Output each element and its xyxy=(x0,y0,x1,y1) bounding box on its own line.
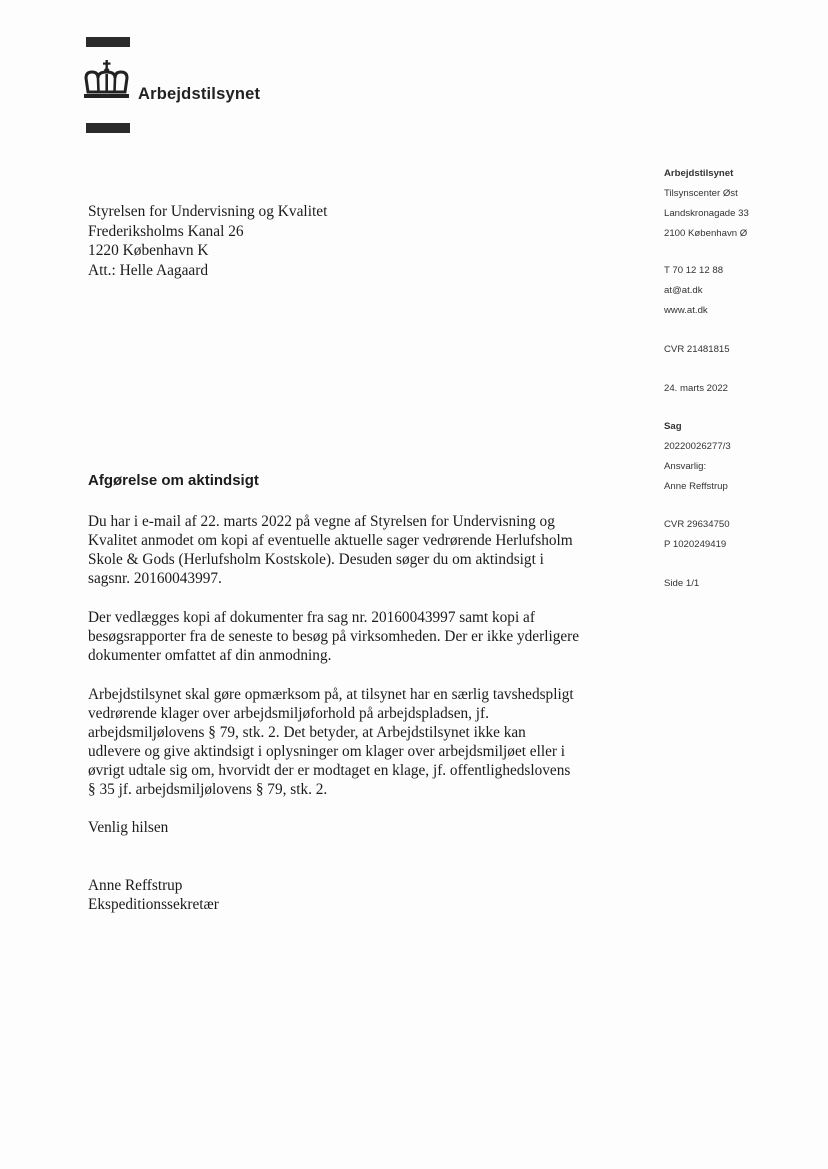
sidebar-page: Side 1/1 xyxy=(664,578,700,589)
paragraph-line: Skole & Gods (Herlufsholm Kostskole). Desuden søger du om aktindsigt i xyxy=(88,551,544,568)
letter-closing xyxy=(88,818,633,837)
letter-signature xyxy=(88,876,633,914)
letterhead-bottom-bar xyxy=(86,123,130,133)
sidebar-responsible-name: Anne Reffstrup xyxy=(664,481,728,492)
paragraph-line: udlevere og give aktindsigt i oplysninger om klager over arbejdsmiljøet eller i xyxy=(88,743,566,760)
sidebar-case-label: Sag xyxy=(664,421,682,432)
recipient-address xyxy=(88,202,327,280)
sidebar-street: Landskronagade 33 xyxy=(664,208,749,219)
sidebar-responsible-label: Ansvarlig: xyxy=(664,461,707,472)
paragraph-line: arbejdsmiljølovens § 79, stk. 2. Det betyder, at Arbejdstilsynet ikke kan xyxy=(88,724,526,741)
sidebar-cvr2: CVR 29634750 xyxy=(664,519,730,530)
sidebar-unit: Tilsynscenter Øst xyxy=(664,188,738,199)
paragraph-line: § 35 jf. arbejdsmiljølovens § 79, stk. 2. xyxy=(88,781,328,798)
signature-name: Anne Reffstrup xyxy=(88,877,183,894)
sidebar-case-number: 20220026277/3 xyxy=(664,441,731,452)
sidebar-web: www.at.dk xyxy=(664,305,708,316)
letter-subject: Afgørelse om aktindsigt xyxy=(88,472,259,489)
paragraph-line: vedrørende klager over arbejdsmiljøforhold på arbejdspladsen, jf. xyxy=(88,705,489,722)
letterhead-logo xyxy=(82,60,282,110)
sidebar-city: 2100 København Ø xyxy=(664,228,748,239)
recipient-line: Styrelsen for Undervisning og Kvalitet xyxy=(88,203,328,220)
recipient-line: Att.: Helle Aagaard xyxy=(88,261,209,279)
sidebar-cvr: CVR 21481815 xyxy=(664,344,730,355)
signature-title: Ekspeditionssekretær xyxy=(88,896,219,913)
closing-text: Venlig hilsen xyxy=(88,819,169,836)
crown-icon xyxy=(82,60,132,102)
sidebar-org: Arbejdstilsynet xyxy=(664,168,734,179)
paragraph-line: Der vedlægges kopi af dokumenter fra sag nr. 20160043997 samt kopi af xyxy=(88,609,535,626)
letterhead-top-bar xyxy=(86,37,130,47)
sidebar-email: at@at.dk xyxy=(664,285,703,296)
paragraph-confidentiality xyxy=(88,685,633,799)
paragraph-line: Du har i e-mail af 22. marts 2022 på vegne af Styrelsen for Undervisning og xyxy=(88,513,555,530)
paragraph-line: besøgsrapporter fra de seneste to besøg på virksomheden. Der er ikke yderligere xyxy=(88,628,580,645)
paragraph-line: sagsnr. 20160043997. xyxy=(88,570,222,587)
paragraph-line: øvrigt udtale sig om, hvorvidt der er modtaget en klage, jf. offentlighedslovens xyxy=(88,762,571,779)
sidebar-date: 24. marts 2022 xyxy=(664,383,728,394)
paragraph-line: dokumenter omfattet af din anmodning. xyxy=(88,647,332,664)
paragraph-line: Kvalitet anmodet om kopi af eventuelle aktuelle sager vedrørende Herlufsholm xyxy=(88,532,573,549)
recipient-line: Frederiksholms Kanal 26 xyxy=(88,222,244,240)
recipient-line: 1220 København K xyxy=(88,242,209,259)
paragraph-request xyxy=(88,512,633,588)
sidebar-phone: T 70 12 12 88 xyxy=(664,265,724,276)
sidebar-p-number: P 1020249419 xyxy=(664,539,727,550)
paragraph-line: Arbejdstilsynet skal gøre opmærksom på, at tilsynet har en særlig tavshedspligt xyxy=(88,686,574,703)
letterhead-organization: Arbejdstilsynet xyxy=(138,85,261,103)
paragraph-attachments xyxy=(88,608,633,665)
